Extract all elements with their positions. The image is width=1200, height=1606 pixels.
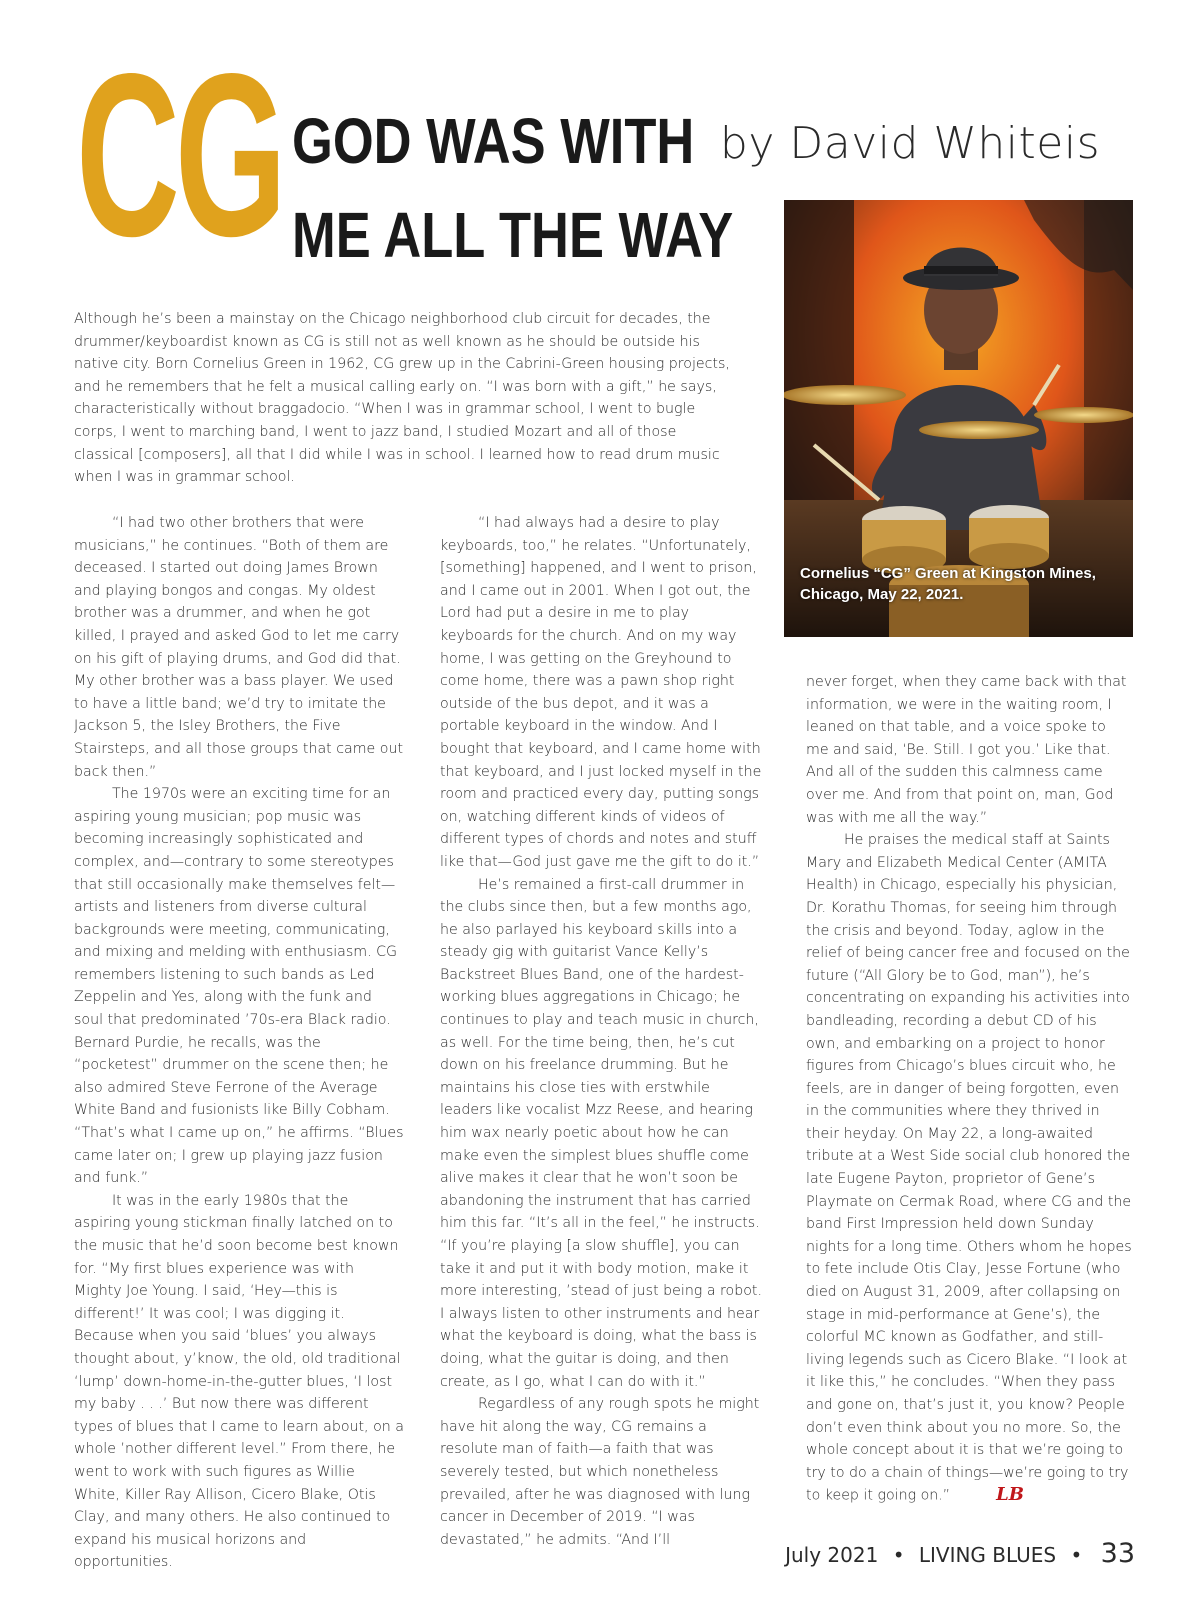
page-footer xyxy=(785,1538,1135,1569)
page-number: 33 xyxy=(1100,1538,1135,1569)
col2-paragraph-1: “I had always had a desire to play keyboards, too,” he relates. “Unfortunately, [something] happened, and I went to prison, and I came out in 2001. When I got out, the Lord had put a desire in me to play keyboards for the church. And on my way home, I was getting on the Greyhound to come home, there was a pawn shop right outside of the bus depot, and it was a portable keyboard in the window. And I bought that keyboard, and I came home with that keyboard, and I just locked myself in the room and practiced every day, putting songs on, watching different kinds of videos of different types of chords and notes and stuff like that—God just gave me the gift to do it.” xyxy=(440,515,762,870)
footer-separator: • xyxy=(1070,1543,1083,1567)
magazine-name: LIVING BLUES xyxy=(918,1543,1057,1567)
footer-separator: • xyxy=(892,1543,905,1567)
intro-paragraph: Although he’s been a mainstay on the Chicago neighborhood club circuit for decades, the drummer/keyboardist known as CG is still not as well known as he should be outside his native city. Born Cornelius Green in 1962, CG grew up in the Cabrini-Green housing projects, and he remembers that he felt a musical calling early on. “I was born with a gift,” he says, characteristically without braggadocio. “When I was in grammar school, I went to bugle corps, I went to marching band, I went to jazz band, I studied Mozart and all of those classical [composers], all that I did while I was in school. I learned how to read drum music when I was in grammar school. xyxy=(74,311,730,486)
col1-paragraph-2: The 1970s were an exciting time for an aspiring young musician; pop music was becoming increasingly sophisticated and complex, and—contrary to some stereotypes that still occasionally make themselves felt—artists and listeners from diverse cultural backgrounds were meeting, communicating, and mixing and melding with enthusiasm. CG remembers listening to such bands as Led Zeppelin and Yes, along with the funk and soul that predominated ’70s-era Black radio. Bernard Purdie, he recalls, was the “pocketest” drummer on the scene then; he also admired Steve Ferrone of the Average White Band and fusionists like Billy Cobham. “That’s what I came up on,” he affirms. “Blues came later on; I grew up playing jazz fusion and funk.” xyxy=(74,786,404,1187)
issue-date: July 2021 xyxy=(785,1543,879,1567)
col2-paragraph-2: He’s remained a first-call drummer in the clubs since then, but a few months ago, he also parlayed his keyboard skills into a steady gig with guitarist Vance Kelly’s Backstreet Blues Band, one of the hardest-working blues aggregations in Chicago; he continues to play and teach music in church, as well. For the time being, then, he’s cut down on his freelance drumming. But he maintains his close ties with erstwhile leaders like vocalist Mzz Reese, and hearing him wax nearly poetic about how he can make even the simplest blues shuffle come alive makes it clear that he won’t soon be abandoning the instrument that has carried him this far. “It’s all in the feel,” he instructs. “If you’re playing [a slow shuffle], you can take it and put it with body motion, make it more interesting, ’stead of just being a robot. I always listen to other instruments and hear what the keyboard is doing, what the bass is doing, what the guitar is doing, and then create, as I go, what I can do with it.” xyxy=(440,876,762,1390)
article-column-3 xyxy=(806,671,1132,1507)
col2-paragraph-3: Regardless of any rough spots he might have hit along the way, CG remains a resolute man of faith—a faith that was severely tested, but which nonetheless prevailed, after he was diagnosed with lung cancer in December of 2019. “I was devastated,” he admits. “And I’ll xyxy=(440,1396,760,1548)
byline: by David Whiteis xyxy=(719,118,1100,169)
article-photo xyxy=(784,200,1133,637)
col3-paragraph-2-text: He praises the medical staff at Saints Mary and Elizabeth Medical Center (AMITA Health) in Chicago, especially his physician, Dr. Korathu Thomas, for seeing him through the crisis and beyond. Today, aglow in the relief of being cancer free and focused on the future (“All Glory be to God, man”), he’s concentrating on expanding his activities into bandleading, recording a debut CD of his own, and embarking on a project to honor figures from Chicago’s blues circuit who, he feels, are in danger of being forgotten, even in the communities where they thrived in their heyday. On May 22, a long-awaited tribute at a West Side social club honored the late Eugene Payton, proprietor of Gene’s Playmate on Cermak Road, where CG and the band First Impression held down Sunday nights for a long time. Others whom he hopes to fete include Otis Clay, Jesse Fortune (who died on August 31, 2009, after collapsing on stage in mid-performance at Gene’s), the colorful MC known as Godfather, and still-living legends such as Cicero Blake. “I look at it like this,” he concludes. “When they pass and gone on, that’s just it, you know? People don’t even think about you no more. So, the whole concept about it is that we’re going to try to do a chain of things—we’re going to try to keep it going on.” xyxy=(806,832,1132,1504)
headline-line-2: ME ALL THE WAY xyxy=(292,199,734,271)
article-column-2 xyxy=(440,512,765,1551)
headline xyxy=(292,94,734,282)
col3-paragraph-1: never forget, when they came back with that information, we were in the waiting room, I leaned on that table, and a voice spoke to me and said, ‘Be. Still. I got you.’ Like that. And all of the sudden this calmness came over me. And from that point on, man, God was with me all the way.” xyxy=(806,674,1127,826)
headline-line-1: GOD WAS WITH xyxy=(292,105,695,177)
end-mark-logo: LB xyxy=(996,1484,1025,1506)
col1-paragraph-3: It was in the early 1980s that the aspiring young stickman finally latched on to the music that he’d soon become best known for. “My first blues experience was with Mighty Joe Young. I said, ‘Hey—this is different!’ It was cool; I was digging it. Because when you said ‘blues’ you always thought about, y’know, the old, old traditional ‘lump’ down-home-in-the-gutter blues, ‘I lost my baby . . .’ But now there was different types of blues that I came to learn about, on a whole ’nother different level.” From there, he went to work with such figures as Willie White, Killer Ray Allison, Cicero Blake, Otis Clay, and many others. He also continued to expand his musical horizons and opportunities. xyxy=(74,1192,404,1571)
col1-paragraph-1: “I had two other brothers that were musicians,” he continues. “Both of them are deceased. I started out doing James Brown and playing bongos and congas. My oldest brother was a drummer, and when he got killed, I prayed and asked God to let me carry on his gift of playing drums, and God did that. My other brother was a bass player. We used to have a little band; we’d try to imitate the Jackson 5, the Isley Brothers, the Five Stairsteps, and all those groups that came out back then.” xyxy=(74,515,404,780)
title-initials: CG xyxy=(76,26,282,285)
photo-caption: Cornelius “CG” Green at Kingston Mines, Chicago, May 22, 2021. xyxy=(800,565,1096,603)
col3-paragraph-2 xyxy=(806,829,1132,1507)
article-column-1 xyxy=(74,512,404,1574)
